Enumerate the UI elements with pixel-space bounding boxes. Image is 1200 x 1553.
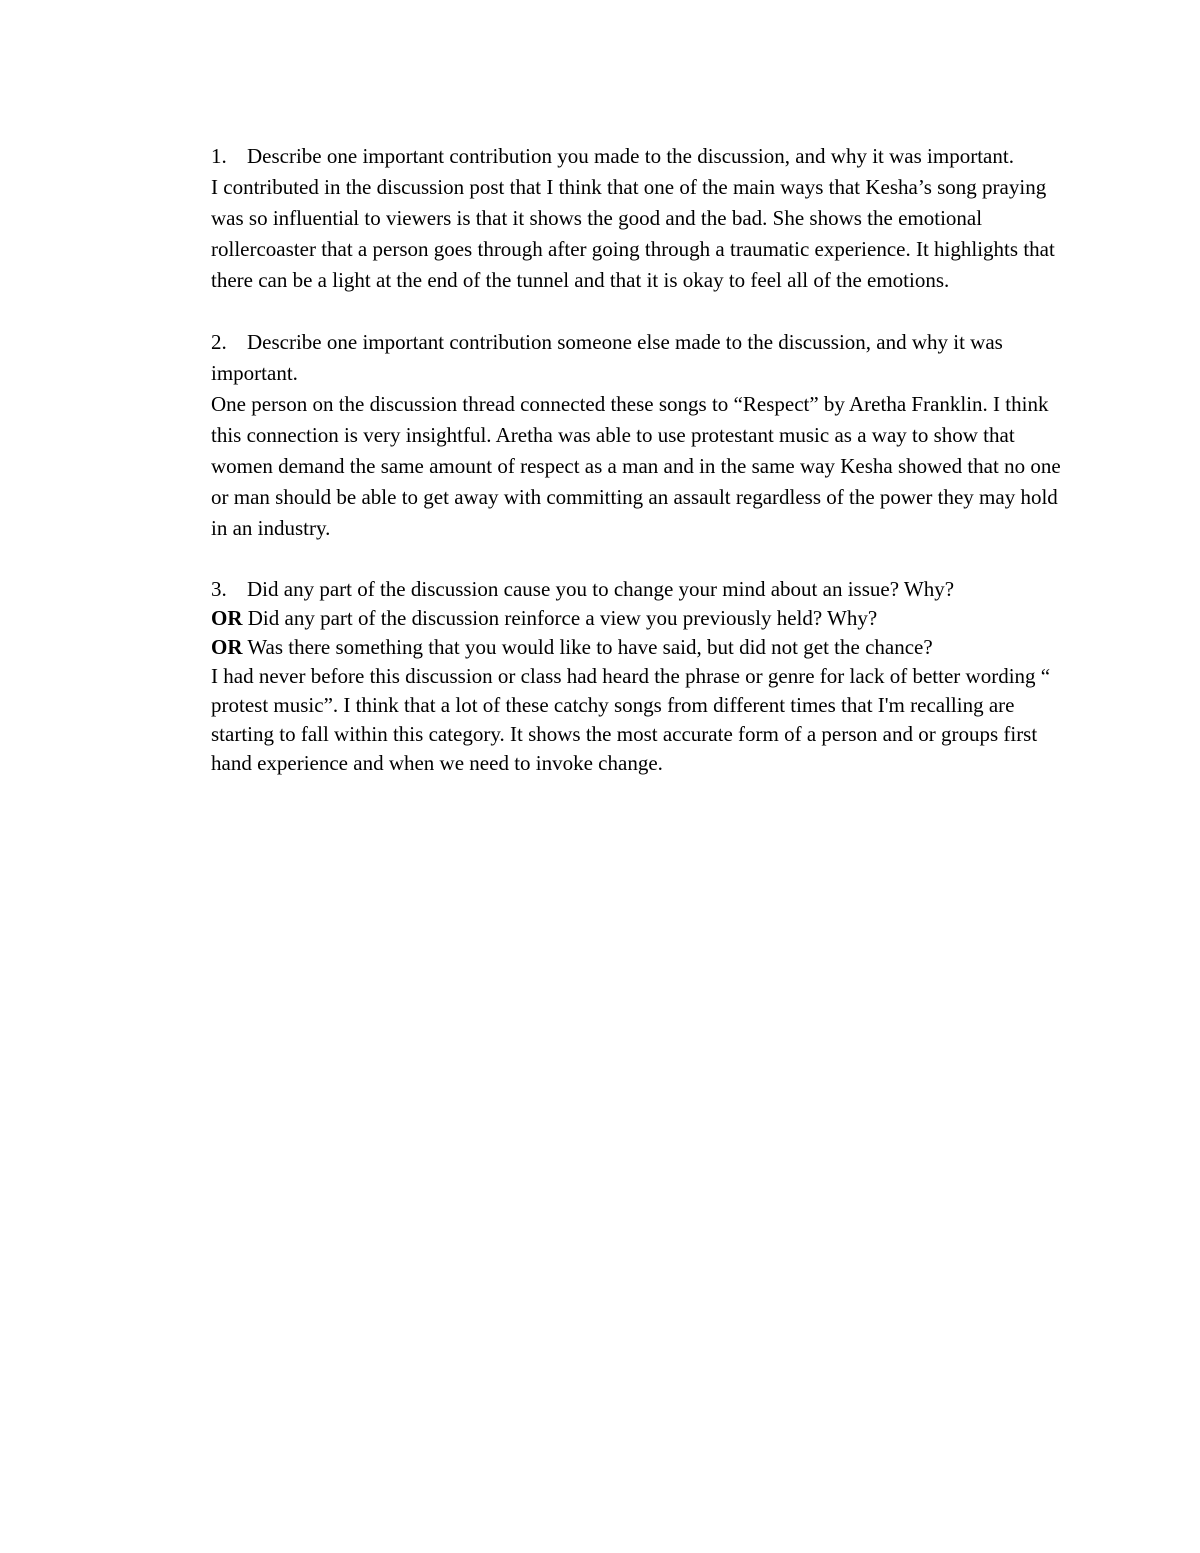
or-label: OR — [211, 635, 243, 659]
question-text: Did any part of the discussion cause you to change your mind about an issue? Why? — [247, 577, 955, 601]
section-3 — [211, 575, 1071, 778]
or-label: OR — [211, 606, 243, 630]
or-text: Was there something that you would like to have said, but did not get the chance? — [242, 635, 933, 659]
question-1 — [211, 141, 1071, 172]
answer-3: I had never before this discussion or class had heard the phrase or genre for lack of better wording “ protest music”. I think that a lot of these catchy songs from different times that I'm recalling are starting to fall within this category. It shows the most accurate form of a person and or groups first hand experience and when we need to invoke change. — [211, 664, 1051, 775]
or-text: Did any part of the discussion reinforce a view you previously held? Why? — [242, 606, 878, 630]
answer-1: I contributed in the discussion post that I think that one of the main ways that Kesha’s song praying was so influential to viewers is that it shows the good and the bad. She shows the emotional rollercoaster that a person goes through after going through a traumatic experience. It highlights that there can be a light at the end of the tunnel and that it is okay to feel all of the emotions. — [211, 175, 1055, 292]
question-number: 3. — [211, 577, 227, 601]
or-line-2 — [211, 633, 1071, 662]
question-text: Describe one important contribution someone else made to the discussion, and why it was important. — [211, 330, 1003, 385]
question-text: Describe one important contribution you made to the discussion, and why it was important. — [247, 144, 1014, 168]
question-2 — [211, 327, 1071, 389]
question-number: 1. — [211, 144, 227, 168]
question-number: 2. — [211, 330, 227, 354]
section-1 — [211, 141, 1071, 296]
document-page — [211, 141, 1071, 809]
answer-2: One person on the discussion thread connected these songs to “Respect” by Aretha Franklin. I think this connection is very insightful. Aretha was able to use protestant music as a way to show that women demand the same amount of respect as a man and in the same way Kesha showed that no one or man should be able to get away with committing an assault regardless of the power they may hold in an industry. — [211, 392, 1061, 540]
question-3 — [211, 575, 1071, 604]
section-2 — [211, 327, 1071, 544]
or-line-1 — [211, 604, 1071, 633]
